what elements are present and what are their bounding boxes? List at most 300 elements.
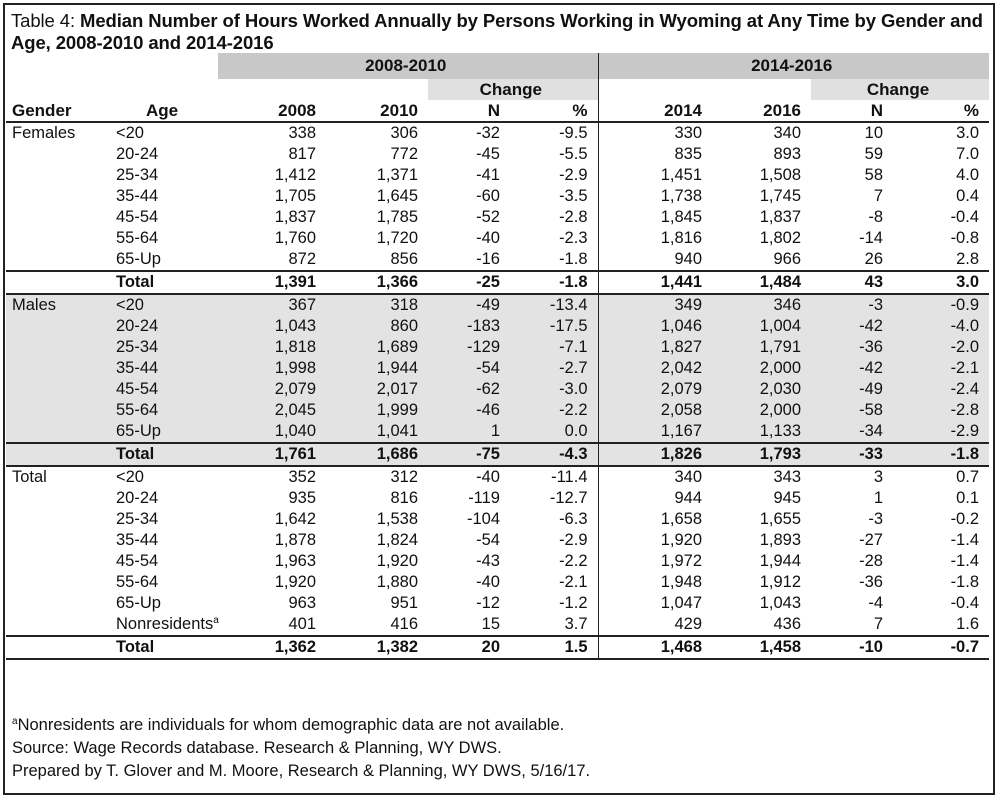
table-row [6,530,989,551]
cell-n1: -40 [476,573,500,591]
cell-n1: -40 [476,468,500,486]
cell-n1: -129 [428,337,510,358]
age-cell [110,400,218,421]
gender-cell [6,400,110,421]
cell-v2010: 1,686 [326,443,428,466]
cell-n1: -25 [428,271,510,294]
cell-v2016: 1,458 [712,636,811,659]
age-label: 55-64 [116,401,159,419]
gender-cell [6,443,110,466]
age-label: 25-34 [116,166,159,184]
age-cell [110,228,218,249]
age-cell [110,358,218,379]
group-females [6,122,989,294]
table-row [6,509,989,530]
cell-p1: -2.1 [559,573,588,591]
cell-p2: -2.8 [893,400,989,421]
cell-n2: -3 [811,294,893,316]
cell-p1: -13.4 [510,294,598,316]
cell-v2010: 1,720 [376,229,418,247]
cell-v2008: 1,760 [274,229,316,247]
age-label: Total [116,273,155,291]
cell-v2014: 1,738 [598,186,712,207]
table-notes [12,714,982,783]
age-label: 35-44 [116,187,159,205]
age-label: 45-54 [116,380,159,398]
cell-v2014: 429 [598,614,712,636]
header-row-periods [6,53,989,79]
cell-n2: -27 [859,531,883,549]
age-cell [110,593,218,614]
col-2008: 2008 [218,100,326,122]
age-label: 25-34 [116,338,159,356]
cell-p2: -4.0 [893,316,989,337]
cell-v2008: 872 [288,250,316,268]
footnote [12,714,982,737]
cell-p2: -0.8 [950,229,979,247]
group-males [6,294,989,466]
cell-v2016: 346 [712,294,811,316]
cell-v2008: 1,920 [274,573,316,591]
cell-v2016: 1,508 [759,166,801,184]
cell-n2: -28 [859,552,883,570]
age-cell [110,379,218,400]
cell-v2008: 1,040 [218,421,326,443]
age-cell [110,614,218,636]
cell-p1: 1.5 [510,636,598,659]
cell-n2: -3 [868,510,883,528]
cell-p1: -9.5 [559,124,588,142]
gender-cell [6,358,110,379]
table-row [6,400,989,421]
age-cell [110,122,218,144]
cell-n1: 1 [428,421,510,443]
table-row [6,165,989,186]
age-cell [110,636,218,659]
cell-v2014: 2,042 [598,358,712,379]
cell-n1: -54 [428,358,510,379]
cell-v2008: 963 [288,594,316,612]
cell-v2014: 1,920 [598,530,712,551]
cell-v2016: 1,793 [712,443,811,466]
cell-v2014: 1,451 [598,165,712,186]
age-cell [110,551,218,572]
cell-p2: 0.1 [956,489,979,507]
cell-v2010: 1,645 [376,187,418,205]
cell-p1: -7.1 [510,337,598,358]
cell-v2010: 772 [390,145,418,163]
cell-p1: -2.2 [510,400,598,421]
age-cell [110,144,218,165]
cell-v2008: 1,837 [274,208,316,226]
cell-n2: 58 [864,166,883,184]
group-total [6,466,989,659]
cell-n2: 1 [873,489,883,507]
cell-p1: -1.8 [559,250,588,268]
cell-p2: 4.0 [956,166,979,184]
age-cell [110,466,218,488]
age-cell [110,421,218,443]
cell-v2008: 1,761 [218,443,326,466]
gender-cell [6,530,110,551]
cell-p2: -1.4 [950,531,979,549]
col-2010: 2010 [326,100,428,122]
cell-v2008: 2,079 [218,379,326,400]
cell-p2: 7.0 [956,145,979,163]
cell-v2008: 1,391 [218,271,326,294]
cell-n1: -54 [476,531,500,549]
table-row [6,316,989,337]
footnote-mark: a [12,716,18,727]
cell-p1: -2.8 [559,208,588,226]
cell-v2016: 1,944 [759,552,801,570]
age-cell [110,572,218,593]
cell-p1: -12.7 [549,489,588,507]
table-row [6,488,989,509]
gender-cell [6,186,110,207]
cell-p2: 1.6 [956,615,979,633]
cell-v2010: 1,944 [326,358,428,379]
cell-p2: 3.0 [893,271,989,294]
cell-p2: -1.8 [893,443,989,466]
cell-n2: 59 [864,145,883,163]
gender-cell [6,271,110,294]
cell-n1: -43 [476,552,500,570]
gender-cell [6,551,110,572]
gender-cell [6,228,110,249]
cell-v2010: 1,041 [326,421,428,443]
cell-v2016: 2,000 [712,358,811,379]
cell-p2: 3.0 [956,124,979,142]
cell-n1: -45 [476,145,500,163]
cell-n1: 20 [428,636,510,659]
table-row [6,358,989,379]
cell-p1: -2.9 [559,531,588,549]
cell-v2014: 1,046 [598,316,712,337]
age-cell [110,294,218,316]
cell-n2: -36 [811,337,893,358]
gender-cell [6,509,110,530]
cell-v2010: 1,785 [376,208,418,226]
cell-v2010: 312 [390,468,418,486]
cell-v2014: 1,167 [598,421,712,443]
gender-cell [6,614,110,636]
col-n-1: N [428,100,510,122]
cell-v2008: 1,043 [218,316,326,337]
col-pct-1: % [510,100,598,122]
cell-v2014: 1,441 [598,271,712,294]
table-row [6,593,989,614]
table-row [6,421,989,443]
footnote-text: Nonresidents are individuals for whom demographic data are not available. [17,716,565,734]
age-label: 55-64 [116,229,159,247]
cell-v2014: 940 [598,249,712,271]
cell-v2010: 306 [390,124,418,142]
table-title [11,10,986,54]
cell-p1: -3.0 [510,379,598,400]
cell-v2008: 352 [288,468,316,486]
age-label: 65-Up [116,594,161,612]
gender-cell [6,572,110,593]
gender-cell [6,636,110,659]
cell-p1: -2.9 [559,166,588,184]
cell-n2: 43 [811,271,893,294]
gender-cell [6,337,110,358]
cell-v2016: 1,655 [759,510,801,528]
cell-n2: 7 [873,187,883,205]
cell-v2008: 338 [288,124,316,142]
cell-p1: -5.5 [559,145,588,163]
age-label: 65-Up [116,250,161,268]
cell-v2014: 2,079 [598,379,712,400]
cell-n2: -34 [811,421,893,443]
cell-v2016: 1,133 [712,421,811,443]
cell-p1: -2.3 [559,229,588,247]
age-label: 45-54 [116,208,159,226]
cell-v2014: 1,827 [598,337,712,358]
cell-p2: -0.9 [893,294,989,316]
cell-n2: -14 [859,229,883,247]
cell-n1: -119 [468,489,500,507]
cell-v2008: 817 [288,145,316,163]
cell-v2016: 1,837 [759,208,801,226]
cell-v2008: 1,362 [218,636,326,659]
cell-n1: -41 [476,166,500,184]
cell-v2010: 1,382 [326,636,428,659]
cell-n2: -4 [868,594,883,612]
cell-p2: -0.4 [950,594,979,612]
cell-v2014: 2,058 [598,400,712,421]
gender-label: Total [12,468,47,486]
age-label: Total [116,638,155,656]
age-label: <20 [116,124,144,142]
cell-n1: 15 [481,615,500,633]
title-main: Median Number of Hours Worked Annually by Persons Working in Wyoming at Any Time by Gender and Age, 2008-2010 and 2014-2016 [11,10,983,53]
cell-n1: -183 [428,316,510,337]
cell-v2014: 349 [598,294,712,316]
gender-label: Males [6,294,110,316]
cell-n2: -42 [811,316,893,337]
cell-v2010: 1,880 [376,573,418,591]
cell-v2008: 1,642 [274,510,316,528]
cell-v2016: 893 [773,145,801,163]
gender-cell [6,379,110,400]
age-cell [110,488,218,509]
col-pct-2: % [893,100,989,122]
cell-v2016: 945 [773,489,801,507]
header-row-change [6,79,989,100]
cell-v2014: 1,816 [598,228,712,249]
cell-p1: -1.8 [510,271,598,294]
cell-v2010: 1,366 [326,271,428,294]
header-change-2: Change [811,79,989,100]
col-2014: 2014 [598,100,712,122]
cell-v2008: 935 [288,489,316,507]
age-label: 20-24 [116,145,159,163]
cell-n2: -10 [811,636,893,659]
age-cell [110,186,218,207]
cell-v2010: 951 [390,594,418,612]
cell-v2016: 340 [773,124,801,142]
table-row [6,294,989,316]
cell-n2: -33 [811,443,893,466]
cell-p1: -6.3 [559,510,588,528]
cell-v2014: 1,658 [598,509,712,530]
table-row [6,614,989,636]
cell-v2016: 1,745 [759,187,801,205]
cell-p2: -2.1 [893,358,989,379]
cell-v2014: 1,468 [598,636,712,659]
cell-v2008: 2,045 [218,400,326,421]
cell-n2: 7 [873,615,883,633]
cell-v2010: 1,538 [376,510,418,528]
cell-v2016: 1,893 [759,531,801,549]
cell-v2010: 1,689 [326,337,428,358]
cell-v2016: 343 [773,468,801,486]
cell-v2016: 966 [773,250,801,268]
table-header [6,53,989,122]
cell-p2: 0.7 [956,468,979,486]
cell-p1: 3.7 [564,615,588,633]
table-row [6,122,989,144]
prepared-note: Prepared by T. Glover and M. Moore, Research & Planning, WY DWS, 5/16/17. [12,762,591,780]
header-row-columns [6,100,989,122]
cell-v2014: 1,047 [598,593,712,614]
cell-v2014: 1,845 [598,207,712,228]
table-row [6,379,989,400]
age-cell [110,443,218,466]
cell-v2016: 2,000 [712,400,811,421]
table-row [6,572,989,593]
cell-p2: -2.4 [893,379,989,400]
cell-n2: 26 [864,250,883,268]
table-row [6,228,989,249]
cell-v2010: 856 [390,250,418,268]
cell-v2010: 1,999 [326,400,428,421]
total-row [6,636,989,659]
cell-v2016: 1,912 [759,573,801,591]
hours-table [6,53,989,660]
cell-p1: -17.5 [510,316,598,337]
cell-n2: -58 [811,400,893,421]
cell-n1: -52 [476,208,500,226]
cell-p1: -1.2 [559,594,588,612]
cell-p1: -4.3 [510,443,598,466]
col-gender: Gender [6,100,110,122]
total-row [6,271,989,294]
cell-p2: -0.2 [950,510,979,528]
age-label: 20-24 [116,489,159,507]
cell-v2008: 1,878 [274,531,316,549]
age-label: <20 [116,468,144,486]
cell-v2010: 1,371 [376,166,418,184]
cell-v2014: 330 [598,122,712,144]
age-cell [110,271,218,294]
cell-v2010: 1,824 [376,531,418,549]
cell-n1: -49 [428,294,510,316]
cell-v2014: 1,826 [598,443,712,466]
age-label: 35-44 [116,531,159,549]
cell-v2008: 1,412 [274,166,316,184]
cell-v2016: 2,030 [712,379,811,400]
cell-p2: -0.7 [893,636,989,659]
gender-cell [6,593,110,614]
cell-n1: -40 [476,229,500,247]
cell-v2010: 1,920 [376,552,418,570]
col-n-2: N [811,100,893,122]
gender-cell [6,165,110,186]
cell-n1: -32 [476,124,500,142]
source-note: Source: Wage Records database. Research & Planning, WY DWS. [12,739,502,757]
cell-v2016: 1,004 [712,316,811,337]
cell-v2016: 1,484 [712,271,811,294]
header-period-2008-2010: 2008-2010 [218,53,598,79]
gender-label: Females [12,124,76,142]
gender-cell [6,249,110,271]
gender-cell [6,144,110,165]
age-cell [110,165,218,186]
cell-n1: -16 [476,250,500,268]
cell-n2: -42 [811,358,893,379]
total-row [6,443,989,466]
cell-v2008: 1,963 [274,552,316,570]
age-label: 35-44 [116,359,159,377]
cell-v2014: 835 [598,144,712,165]
gender-cell [6,488,110,509]
age-cell [110,337,218,358]
cell-n2: 3 [873,468,883,486]
cell-v2016: 1,043 [759,594,801,612]
col-age: Age [110,100,218,122]
age-label: <20 [116,296,144,314]
table-row [6,551,989,572]
cell-n1: -46 [428,400,510,421]
cell-n1: -75 [428,443,510,466]
cell-v2008: 367 [218,294,326,316]
cell-p2: -2.9 [893,421,989,443]
age-footnote-mark: a [213,615,219,626]
cell-v2008: 1,818 [218,337,326,358]
age-label: 45-54 [116,552,159,570]
cell-p1: -2.2 [559,552,588,570]
cell-n2: -8 [868,208,883,226]
age-cell [110,207,218,228]
cell-v2010: 2,017 [326,379,428,400]
cell-v2014: 1,948 [598,572,712,593]
gender-cell [6,207,110,228]
table-row [6,207,989,228]
header-change-1: Change [428,79,598,100]
age-label: Nonresidents [116,615,214,633]
cell-v2010: 860 [326,316,428,337]
cell-v2014: 1,972 [598,551,712,572]
cell-v2016: 1,791 [712,337,811,358]
cell-v2010: 416 [390,615,418,633]
age-cell [110,530,218,551]
gender-cell [6,421,110,443]
cell-v2008: 1,998 [218,358,326,379]
cell-v2010: 816 [390,489,418,507]
cell-p1: -2.7 [510,358,598,379]
age-label: 25-34 [116,510,159,528]
age-label: 55-64 [116,573,159,591]
cell-p1: -11.4 [551,468,588,486]
cell-n2: 10 [864,124,883,142]
table-row [6,144,989,165]
cell-v2014: 944 [598,488,712,509]
cell-n2: -49 [811,379,893,400]
gender-cell [6,316,110,337]
